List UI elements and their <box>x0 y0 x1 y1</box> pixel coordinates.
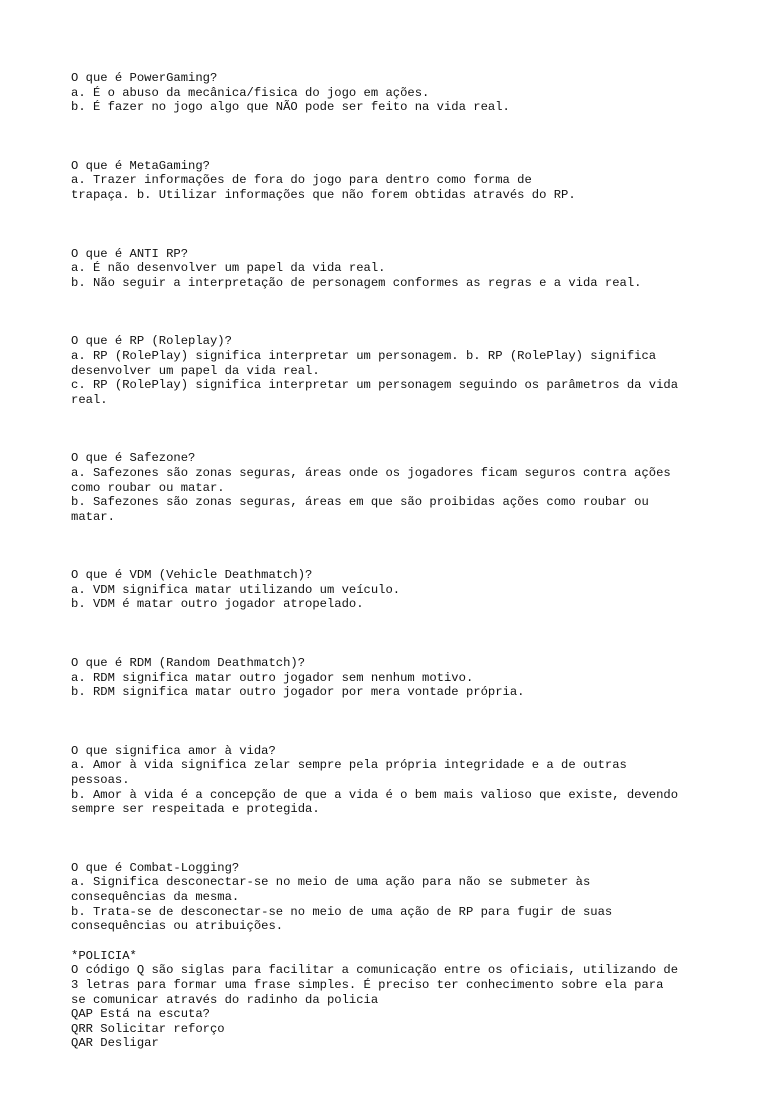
answer-option-b: trapaça. b. Utilizar informações que não forem obtidas através do RP. <box>71 187 576 202</box>
police-section <box>71 949 711 1051</box>
question-block-combat-logging <box>71 861 711 934</box>
answer-option-a: a. Significa desconectar-se no meio de uma ação para não se submeter às <box>71 875 591 890</box>
document-page <box>71 71 711 1095</box>
q-code-qap: QAP Está na escuta? <box>71 1007 210 1022</box>
answer-option-a: a. RDM significa matar outro jogador sem nenhum motivo. <box>71 670 474 685</box>
answer-option-b: b. É fazer no jogo algo que NÃO pode ser feito na vida real. <box>71 100 510 115</box>
question-title: O que é RP (Roleplay)? <box>71 334 232 349</box>
question-title: O que é RDM (Random Deathmatch)? <box>71 656 306 671</box>
question-title: O que significa amor à vida? <box>71 743 276 758</box>
answer-option-a-continued: como roubar ou matar. <box>71 480 225 495</box>
question-block-rdm <box>71 656 711 700</box>
question-block-anti-rp <box>71 247 711 291</box>
answer-option-b: b. VDM é matar outro jogador atropelado. <box>71 597 364 612</box>
answer-option-a: a. Amor à vida significa zelar sempre pela própria integridade e a de outras <box>71 758 627 773</box>
answer-option-b-continued: desenvolver um papel da vida real. <box>71 363 320 378</box>
question-block-roleplay <box>71 334 711 407</box>
question-block-safezone <box>71 451 711 524</box>
question-block-vdm <box>71 568 711 612</box>
question-block-metagaming <box>71 159 711 203</box>
answer-option-b-continued: sempre ser respeitada e protegida. <box>71 802 320 817</box>
section-heading: *POLICIA* <box>71 948 137 963</box>
answer-option-a-continued: pessoas. <box>71 773 130 788</box>
answer-option-c-continued: real. <box>71 392 108 407</box>
answer-option-b: b. RDM significa matar outro jogador por mera vontade própria. <box>71 685 525 700</box>
answer-option-b: b. Não seguir a interpretação de personagem conformes as regras e a vida real. <box>71 275 642 290</box>
paragraph-line: 3 letras para formar uma frase simples. É preciso ter conhecimento sobre ela para <box>71 977 664 992</box>
question-title: O que é Combat-Logging? <box>71 860 240 875</box>
question-title: O que é Safezone? <box>71 451 196 466</box>
answer-option-b: b. Amor à vida é a concepção de que a vida é o bem mais valioso que existe, devendo <box>71 787 679 802</box>
question-block-powergaming <box>71 71 711 115</box>
answer-option-a: a. Safezones são zonas seguras, áreas onde os jogadores ficam seguros contra ações <box>71 465 671 480</box>
q-code-qar: QAR Desligar <box>71 1036 159 1051</box>
answer-option-a: a. É não desenvolver um papel da vida real. <box>71 261 386 276</box>
answer-option-b: b. Trata-se de desconectar-se no meio de uma ação de RP para fugir de suas <box>71 904 613 919</box>
paragraph-line: se comunicar através do radinho da policia <box>71 992 379 1007</box>
question-title: O que é PowerGaming? <box>71 71 218 85</box>
answer-option-c: c. RP (RolePlay) significa interpretar um personagem seguindo os parâmetros da vida <box>71 378 679 393</box>
question-title: O que é VDM (Vehicle Deathmatch)? <box>71 568 313 583</box>
answer-option-a: a. VDM significa matar utilizando um veículo. <box>71 582 401 597</box>
answer-option-b-continued: consequências ou atribuições. <box>71 919 284 934</box>
q-code-qrr: QRR Solicitar reforço <box>71 1021 225 1036</box>
answer-option-b-continued: matar. <box>71 509 115 524</box>
paragraph-line: O código Q são siglas para facilitar a comunicação entre os oficiais, utilizando de <box>71 963 679 978</box>
question-title: O que é ANTI RP? <box>71 246 189 261</box>
answer-option-a: a. Trazer informações de fora do jogo para dentro como forma de <box>71 173 532 188</box>
question-block-amor-a-vida <box>71 744 711 817</box>
answer-option-a-continued: consequências da mesma. <box>71 890 240 904</box>
answer-option-a: a. É o abuso da mecânica/fisica do jogo em ações. <box>71 85 430 100</box>
answer-option-a-b: a. RP (RolePlay) significa interpretar um personagem. b. RP (RolePlay) significa <box>71 348 657 363</box>
question-title: O que é MetaGaming? <box>71 158 210 173</box>
answer-option-b: b. Safezones são zonas seguras, áreas em que são proibidas ações como roubar ou <box>71 495 649 510</box>
